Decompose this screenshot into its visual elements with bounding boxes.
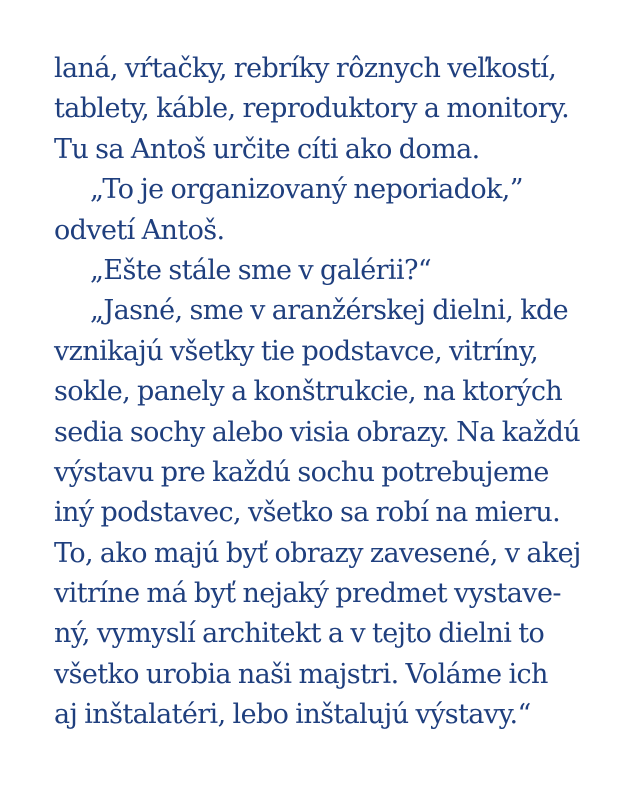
- text-line: všetko urobia naši majstri. Voláme ich: [54, 658, 548, 690]
- text-line: vitríne má byť nejaký predmet vystave-: [54, 578, 561, 610]
- dialogue-line: „Ešte stále sme v galérii?“: [90, 254, 432, 286]
- text-line: Tu sa Antoš určite cíti ako doma.: [54, 133, 480, 165]
- text-line: sedia sochy alebo visia obrazy. Na každú: [54, 416, 581, 448]
- text-line: odvetí Antoš.: [54, 214, 225, 246]
- dialogue-line: „To je organizovaný neporiadok,”: [90, 174, 523, 206]
- text-line: To, ako majú byť obrazy zavesené, v akej: [54, 537, 581, 569]
- dialogue-line: „Jasné, sme v aranžérskej dielni, kde: [90, 295, 569, 327]
- text-line: vznikajú všetky tie podstavce, vitríny,: [54, 335, 539, 367]
- text-line: laná, vŕtačky, rebríky rôznych veľkostí,: [54, 53, 557, 84]
- text-line: sokle, panely a konštrukcie, na ktorých: [54, 376, 563, 408]
- text-line: výstavu pre každú sochu potrebujeme: [54, 456, 549, 488]
- text-line: ný, vymyslí architekt a v tejto dielni to: [54, 618, 545, 650]
- body-text: [54, 49, 594, 736]
- text-line: aj inštalatéri, lebo inštalujú výstavy.“: [54, 699, 531, 731]
- text-line: tablety, káble, reproduktory a monitory.: [54, 93, 570, 125]
- text-line: iný podstavec, všetko sa robí na mieru.: [54, 497, 561, 529]
